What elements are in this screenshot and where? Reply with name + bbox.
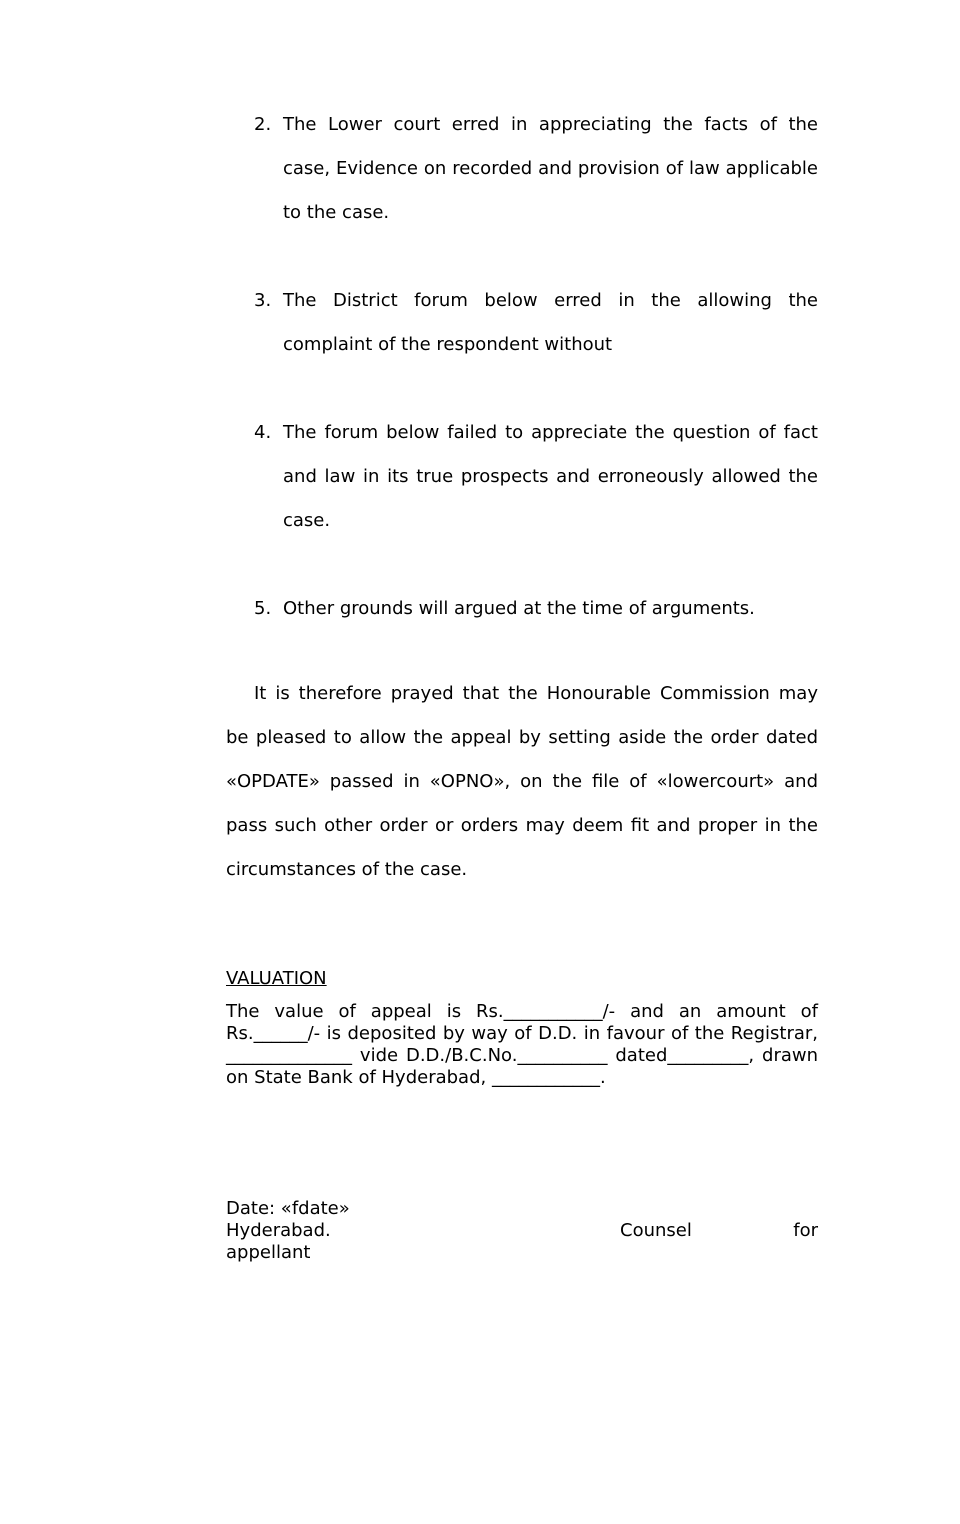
list-item	[226, 279, 818, 367]
list-item	[226, 103, 818, 235]
place-counsel-line	[226, 1220, 818, 1242]
list-item-text: The District forum below erred in the allowing the complaint of the respondent without	[283, 290, 818, 355]
list-item	[226, 411, 818, 543]
date-line: Date: «fdate»	[226, 1198, 350, 1219]
list-item-number: 5.	[254, 598, 272, 619]
list-item-text: The forum below failed to appreciate the question of fact and law in its true prospects and erroneously allowed the case.	[283, 422, 818, 531]
counsel-text: Counsel	[620, 1220, 692, 1241]
list-item-number: 4.	[254, 422, 272, 443]
list-item-text: The Lower court erred in appreciating the facts of the case, Evidence on recorded and provision of law applicable to the case.	[283, 114, 818, 223]
valuation-heading: VALUATION	[226, 968, 327, 989]
list-item-number: 3.	[254, 290, 272, 311]
prayer-paragraph: It is therefore prayed that the Honourable Commission may be pleased to allow the appeal by setting aside the order dated «OPDATE» passed in «OPNO», on the file of «lowercourt» and pass such other order or orders may deem fit and proper in the circumstances of the case.	[226, 683, 818, 880]
list-item-number: 2.	[254, 114, 272, 135]
signature-block	[226, 1198, 818, 1264]
place-text: Hyderabad.	[226, 1220, 331, 1241]
list-item-text: Other grounds will argued at the time of arguments.	[283, 598, 755, 619]
valuation-paragraph: The value of appeal is Rs.___________/- and an amount of Rs.______/- is deposited by way of D.D. in favour of the Registrar, ______________ vide D.D./B.C.No.__________ dated_________, drawn on State Bank of Hyderabad, ____________.	[226, 1001, 818, 1088]
grounds-list	[226, 103, 818, 631]
counsel-for-text: for	[793, 1220, 818, 1241]
list-item	[226, 587, 818, 631]
counsel-appellant-text: appellant	[226, 1242, 311, 1263]
